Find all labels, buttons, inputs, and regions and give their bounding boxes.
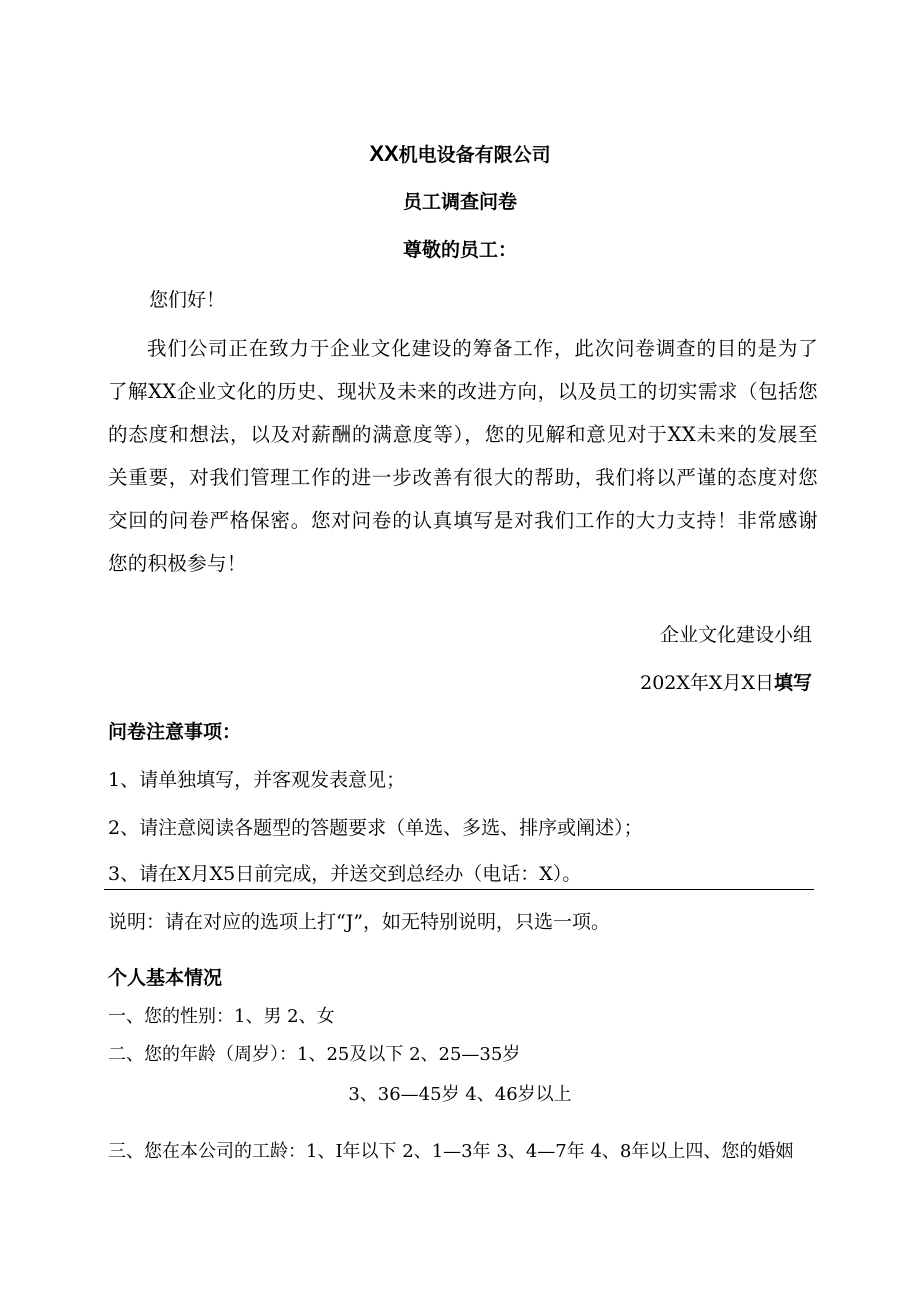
note-item-1: 1、请单独填写，并客观发表意见； — [108, 769, 406, 791]
company-title — [0, 142, 920, 167]
greeting: 您们好！ — [149, 289, 226, 311]
letter-body: 我们公司正在致力于企业文化建设的筹备工作，此次问卷调查的目的是为了了解XX企业文化的历史、现状及未来的改进方向，以及员工的切实需求（包括您的态度和想法，以及对薪酬的满意度等），您的见解和意见对于XX未来的发展至关重要，对我们管理工作的进一步改善有很大的帮助，我们将以严谨的态度对您交回的问卷严格保密。您对问卷的认真填写是对我们工作的大力支持！非常感谢您的积极参与！ — [108, 337, 818, 575]
signature: 企业文化建设小组 — [659, 624, 812, 646]
instruction: 说明：请在对应的选项上打“J”，如无特别说明，只选一项。 — [108, 911, 611, 933]
section-heading: 个人基本情况 — [108, 967, 223, 989]
date-text: 202X年X月X日 — [640, 672, 774, 694]
note-item-2: 2、请注意阅读各题型的答题要求（单选、多选、排序或阐述）； — [108, 817, 643, 839]
question-age: 二、您的年龄（周岁）：1、25及以下 2、25—35岁 — [108, 1044, 521, 1065]
question-age-options: 3、36—45岁 4、46岁以上 — [348, 1084, 572, 1105]
salutation: 尊敬的员工： — [402, 239, 517, 261]
question-gender: 一、您的性别：1、男 2、女 — [108, 1006, 335, 1027]
notes-heading: 问卷注意事项： — [108, 721, 242, 743]
question-tenure: 三、您在本公司的工龄：1、I年以下 2、1—3年 3、4—7年 4、8年以上四、您的婚姻 — [108, 1141, 794, 1162]
divider — [104, 889, 814, 890]
date-line — [0, 671, 812, 695]
company-name: 机电设备有限公司 — [398, 144, 551, 166]
date-suffix: 填写 — [773, 672, 812, 694]
note-item-3: 3、请在X月X5日前完成，并送交到总经办（电话：X）。 — [108, 863, 582, 885]
company-prefix: XX — [369, 141, 399, 166]
document-title: 员工调查问卷 — [402, 191, 517, 213]
